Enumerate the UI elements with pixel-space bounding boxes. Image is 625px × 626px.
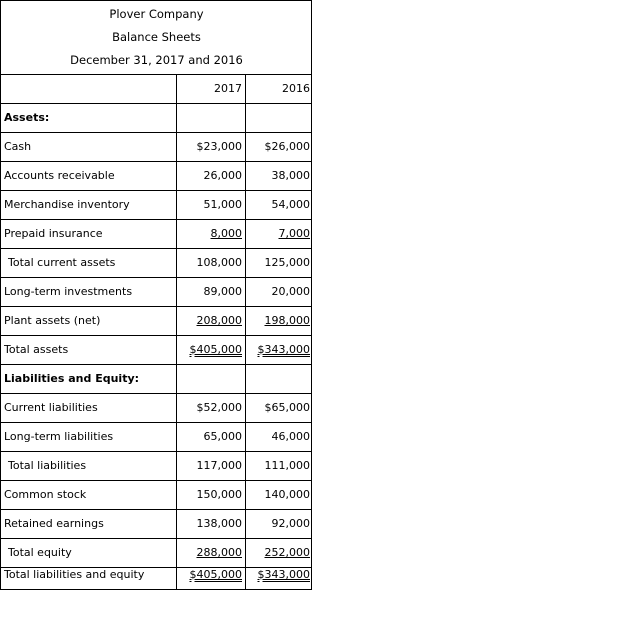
value-2017: $405,000 [189, 568, 242, 581]
label-column-header [1, 75, 177, 103]
row-label: Liabilities and Equity: [1, 365, 177, 393]
value-2016: 198,000 [264, 314, 310, 327]
value-2017: 65,000 [177, 423, 246, 451]
value-2016: 140,000 [264, 488, 310, 501]
row-label: Total assets [1, 336, 177, 364]
table-row-long-term-investments [1, 278, 312, 307]
value-2017: $405,000 [189, 343, 242, 356]
row-label: Current liabilities [1, 394, 177, 422]
value-2016: 20,000 [271, 285, 310, 298]
assets-section-header [1, 104, 312, 133]
value-2017: 26,000 [177, 162, 246, 190]
value-2017: 117,000 [177, 452, 246, 480]
value-2016: 92,000 [271, 517, 310, 530]
table-row-common-stock [1, 481, 312, 510]
value-2016: 125,000 [264, 256, 310, 269]
value-2017 [177, 104, 246, 132]
value-2017: 288,000 [196, 546, 242, 559]
row-label: Long-term investments [1, 278, 177, 306]
table-row-retained-earnings [1, 510, 312, 539]
company-name: Plover Company [109, 7, 204, 21]
liabilities-equity-section-header [1, 365, 312, 394]
value-2016 [246, 104, 312, 132]
value-2016: 7,000 [278, 227, 310, 240]
value-2017: 51,000 [177, 191, 246, 219]
table-row-total-assets [1, 336, 312, 365]
value-2016: $26,000 [264, 140, 310, 153]
statement-title: Balance Sheets [112, 30, 201, 44]
value-2016 [246, 365, 312, 393]
row-label: Total liabilities and equity [1, 561, 177, 589]
row-label: Plant assets (net) [1, 307, 177, 335]
value-2017: 89,000 [177, 278, 246, 306]
value-2016: 111,000 [264, 459, 310, 472]
table-row-current-liabilities [1, 394, 312, 423]
value-2016: 46,000 [271, 430, 310, 443]
value-2016: 38,000 [271, 169, 310, 182]
title-block [1, 1, 312, 75]
table-row-cash [1, 133, 312, 162]
value-2016: $343,000 [257, 568, 310, 581]
row-label: Prepaid insurance [1, 220, 177, 248]
row-label: Common stock [1, 481, 177, 509]
column-header-row [1, 75, 312, 104]
row-label: Merchandise inventory [1, 191, 177, 219]
value-2017 [177, 365, 246, 393]
value-2017: $23,000 [177, 133, 246, 161]
value-2017: 138,000 [177, 510, 246, 538]
year-2016-header: 2016 [282, 82, 310, 95]
value-2016: 54,000 [271, 198, 310, 211]
row-label: Accounts receivable [1, 162, 177, 190]
row-label: Retained earnings [1, 510, 177, 538]
row-label: Long-term liabilities [1, 423, 177, 451]
table-row-prepaid-insurance [1, 220, 312, 249]
year-2017-header: 2017 [177, 75, 246, 103]
table-row-total-liabilities-and-equity [1, 561, 312, 590]
row-label: Total equity [1, 539, 177, 567]
value-2017: 208,000 [196, 314, 242, 327]
table-row-plant-assets [1, 307, 312, 336]
row-label: Total liabilities [1, 452, 177, 480]
value-2017: $52,000 [177, 394, 246, 422]
table-row-accounts-receivable [1, 162, 312, 191]
row-label: Total current assets [1, 249, 177, 277]
value-2016: 252,000 [264, 546, 310, 559]
table-row-total-current-assets [1, 249, 312, 278]
value-2016: $343,000 [257, 343, 310, 356]
statement-date: December 31, 2017 and 2016 [70, 53, 243, 67]
value-2016: $65,000 [264, 401, 310, 414]
value-2017: 8,000 [210, 227, 242, 240]
table-row-merchandise-inventory [1, 191, 312, 220]
row-label: Assets: [1, 104, 177, 132]
value-2017: 150,000 [177, 481, 246, 509]
table-row-total-liabilities [1, 452, 312, 481]
balance-sheet-table [0, 0, 312, 590]
value-2017: 108,000 [177, 249, 246, 277]
row-label: Cash [1, 133, 177, 161]
table-row-long-term-liabilities [1, 423, 312, 452]
